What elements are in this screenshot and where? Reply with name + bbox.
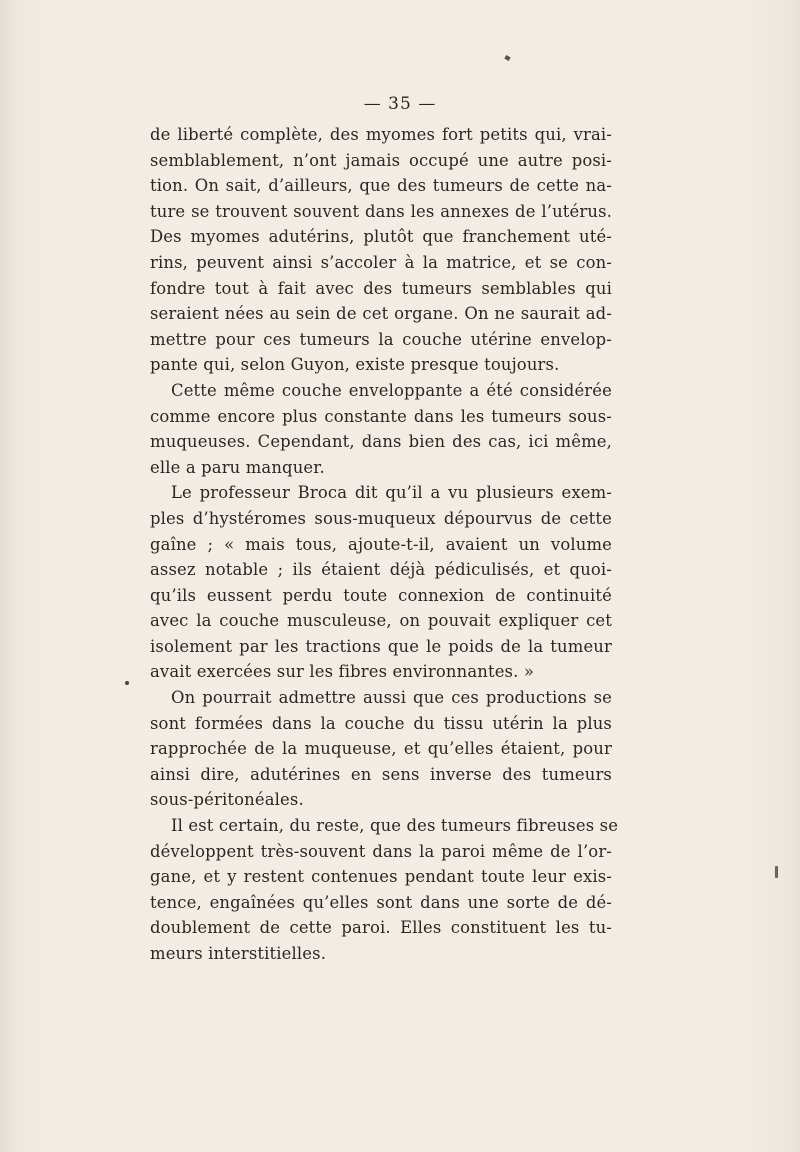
text-line: comme encore plus constante dans les tumeurs sous- [150, 406, 612, 426]
text-line: rapprochée de la muqueuse, et qu’elles étaient, pour [150, 739, 612, 759]
text-line: Des myomes adutérins, plutôt que franchement uté- [150, 227, 612, 247]
text-line: ture se trouvent souvent dans les annexes de l’utérus. [150, 201, 612, 221]
text-line: gane, et y restent contenues pendant toute leur exis- [150, 867, 612, 887]
text-line: gaîne ; « mais tous, ajoute-t-il, avaient un volume [150, 534, 612, 554]
text-line: sont formées dans la couche du tissu utérin la plus [150, 713, 612, 733]
text-line: de liberté complète, des myomes fort petits qui, vrai- [150, 125, 612, 144]
text-line: muqueuses. Cependant, dans bien des cas, ici même, [150, 432, 612, 452]
text-line: seraient nées au sein de cet organe. On ne saurait ad- [150, 304, 612, 324]
text-line: sous-péritonéales. [150, 790, 304, 810]
text-line: pante qui, selon Guyon, existe presque toujours. [150, 355, 560, 375]
text-line: tence, engaînées qu’elles sont dans une sorte de dé- [150, 892, 612, 912]
ink-speck [504, 55, 510, 61]
text-line: isolement par les tractions que le poids de la tumeur [150, 636, 612, 656]
body-text [150, 122, 619, 967]
text-line: meurs interstitielles. [150, 944, 327, 963]
text-line: assez notable ; ils étaient déjà pédiculisés, et quoi- [150, 560, 612, 580]
text-line: doublement de cette paroi. Elles constituent les tu- [150, 918, 612, 938]
text-line: Le professeur Broca dit qu’il a vu plusieurs exem- [171, 483, 612, 503]
text-line: développent très-souvent dans la paroi même de l’or- [150, 841, 612, 861]
text-line: Il est certain, du reste, que des tumeurs fibreuses se [171, 816, 619, 836]
text-line: fondre tout à fait avec des tumeurs semblables qui [150, 278, 612, 298]
text-line: semblablement, n’ont jamais occupé une autre posi- [150, 150, 612, 170]
text-line: ainsi dire, adutérines en sens inverse des tumeurs [150, 764, 612, 784]
text-line: avait exercées sur les fibres environnantes. » [150, 662, 535, 682]
text-line: mettre pour ces tumeurs la couche utérine envelop- [150, 329, 612, 349]
text-line: qu’ils eussent perdu toute connexion de continuité [150, 585, 612, 605]
text-line: elle a paru manquer. [150, 457, 325, 477]
text-line: avec la couche musculeuse, on pouvait expliquer cet [150, 611, 612, 631]
margin-mark [775, 866, 778, 878]
text-line: rins, peuvent ainsi s’accoler à la matrice, et se con- [150, 252, 612, 272]
text-line: ples d’hystéromes sous-muqueux dépourvus de cette [150, 508, 612, 528]
page-number: — 35 — [363, 94, 437, 114]
margin-dot [125, 681, 129, 685]
text-line: Cette même couche enveloppante a été considérée [171, 380, 612, 400]
text-line: tion. On sait, d’ailleurs, que des tumeurs de cette na- [150, 176, 612, 196]
text-line: On pourrait admettre aussi que ces productions se [171, 688, 612, 708]
